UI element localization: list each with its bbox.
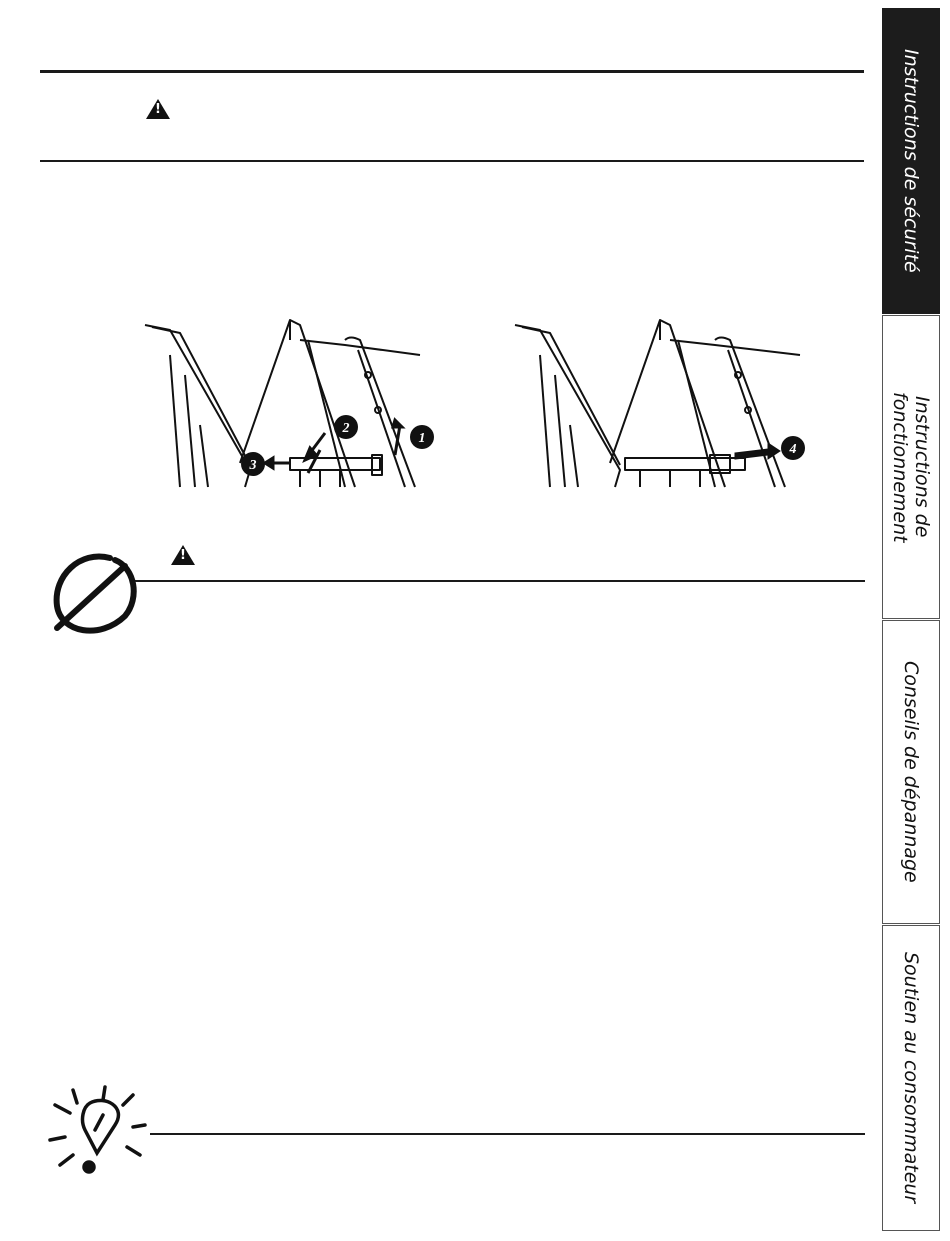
figure-install-rack	[510, 315, 810, 493]
tab-operating-instructions[interactable]	[882, 315, 940, 619]
tip-rule	[150, 1133, 865, 1135]
tab-safety-label: Instructions de sécurité	[900, 49, 922, 273]
section-tabs	[882, 8, 940, 1230]
tab-troubleshooting-label: Conseils de dépannage	[900, 661, 922, 883]
tab-safety-instructions[interactable]	[882, 8, 940, 314]
prohibition-icon	[45, 548, 140, 640]
tab-troubleshooting-tips[interactable]	[882, 620, 940, 924]
step-1-label: 1	[418, 431, 426, 446]
tab-operating-label: Instructions de fonctionnement	[889, 391, 933, 543]
step-3-label: 3	[249, 458, 257, 473]
lightbulb-tip-icon	[45, 1085, 155, 1180]
step-2-label: 2	[342, 421, 350, 436]
section-rule	[40, 160, 864, 162]
tab-consumer-support[interactable]	[882, 925, 940, 1231]
warning-triangle-icon: !	[146, 99, 170, 119]
top-rule	[40, 70, 864, 73]
tab-support-label: Soutien au consommateur	[900, 952, 922, 1204]
figure-remove-rack	[140, 315, 440, 493]
warning-rule	[135, 580, 865, 582]
step-4-label: 4	[789, 442, 797, 457]
warning-triangle-icon-2: !	[171, 545, 195, 565]
